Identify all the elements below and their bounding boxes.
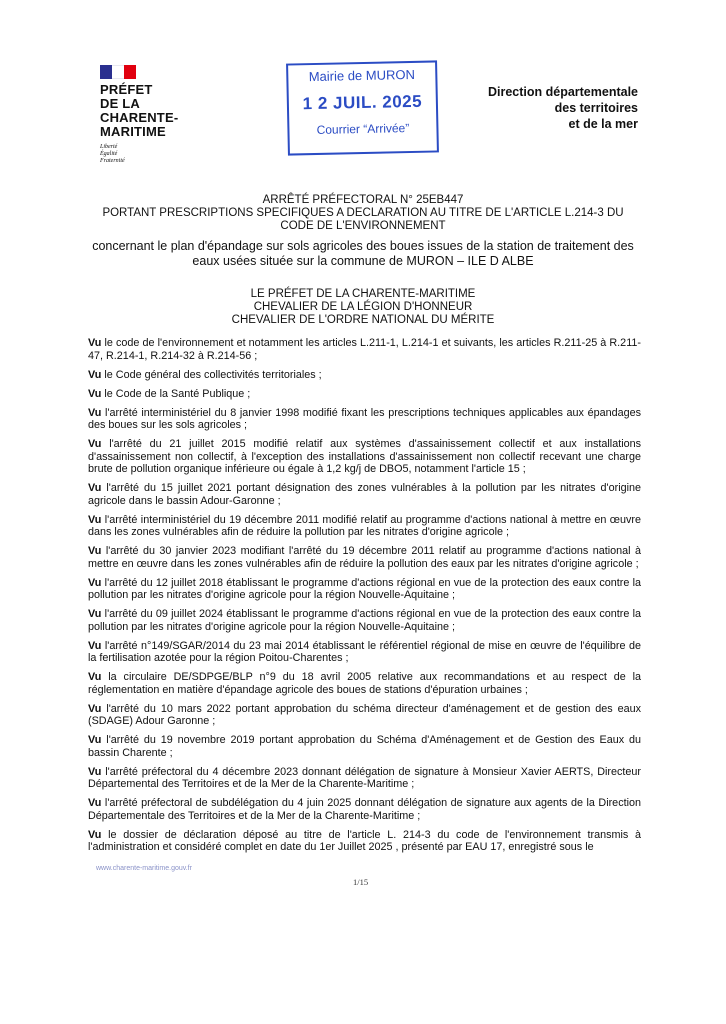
visa-text: l'arrêté interministériel du 19 décembre 2011 modifié relatif au programme d'actions national à mettre en œuvre dans les zones vulnérables afin de réduire la pollution par les nitrates d'origine agricole ; — [88, 513, 641, 538]
decree-title-line: PORTANT PRESCRIPTIONS SPECIFIQUES A DECLARATION AU TITRE DE L'ARTICLE L.214-3 DU — [102, 207, 624, 219]
visa-paragraph — [88, 703, 641, 728]
visa-paragraph — [88, 671, 641, 696]
stamp-mairie: Mairie de MURON — [308, 66, 416, 85]
visa-prefix: Vu — [88, 639, 102, 652]
marianne-flag-icon — [100, 65, 136, 79]
visa-prefix: Vu — [88, 671, 102, 683]
visa-text: le Code de la Santé Publique ; — [104, 387, 251, 400]
visa-prefix: Vu — [88, 576, 102, 589]
prefecture-logo — [100, 65, 210, 165]
visa-text: l'arrêté du 10 mars 2022 portant approbation du schéma directeur d'aménagement et de gestion des eaux (SDAGE) Adour Garonne ; — [88, 702, 641, 727]
republic-motto — [100, 144, 210, 165]
visa-paragraph — [88, 438, 641, 476]
visa-paragraph — [88, 337, 641, 362]
visa-prefix: Vu — [88, 797, 102, 809]
visa-paragraph — [88, 482, 641, 507]
footer-website-link[interactable]: www.charente-maritime.gouv.fr — [96, 865, 192, 872]
prefet-line: CHEVALIER DE L'ORDRE NATIONAL DU MÉRITE — [231, 314, 495, 326]
visa-text: le code de l'environnement et notamment les articles L.211-1, L.214-1 et suivants, les articles R.211-25 à R.211-47, R.214-1, R.214-32 à R.214-56 ; — [88, 337, 641, 362]
visa-paragraph — [88, 766, 641, 791]
motto-line: Liberté — [100, 144, 118, 150]
decree-number: ARRÊTÉ PRÉFECTORAL N° 25EB447 — [262, 194, 464, 206]
visa-paragraph — [88, 608, 641, 633]
stamp-date: 1 2 JUIL. 2025 — [302, 91, 423, 114]
motto-line: Égalité — [100, 151, 118, 157]
visa-prefix: Vu — [88, 438, 102, 450]
visa-text: l'arrêté du 15 juillet 2021 portant désignation des zones vulnérables à la pollution par les nitrates d'origine agricole dans le bassin Adour-Garonne ; — [88, 482, 642, 507]
stamp-courrier: Courrier “Arrivée” — [316, 121, 410, 137]
visa-prefix: Vu — [88, 734, 102, 746]
reception-stamp — [286, 60, 439, 155]
prefect-name — [100, 83, 210, 139]
visa-paragraph — [88, 734, 641, 759]
visa-prefix: Vu — [88, 702, 102, 715]
visa-text: l'arrêté n°149/SGAR/2014 du 23 mai 2014 établissant le référentiel régional de mise en œuvre de l'équilibre de la fertilisation azotée pour la région Poitou-Charentes ; — [88, 639, 641, 664]
visa-prefix: Vu — [88, 368, 102, 381]
visa-paragraph — [88, 545, 641, 570]
visa-text: l'arrêté du 19 novembre 2019 portant approbation du Schéma d'Aménagement et de Gestion des Eaux du bassin Charente ; — [88, 734, 642, 759]
visa-paragraph — [88, 797, 641, 822]
visa-prefix: Vu — [88, 513, 102, 526]
visa-prefix: Vu — [88, 387, 102, 400]
visa-text: l'arrêté du 09 juillet 2024 établissant le programme d'actions régional en vue de la protection des eaux contre la pollution par les nitrates d'origine agricole pour la région Nouvelle-Aquitaine ; — [88, 608, 641, 633]
prefet-line: CHEVALIER DE LA LÉGION D'HONNEUR — [253, 301, 473, 313]
prefect-line: DE LA — [100, 96, 140, 111]
visa-paragraph — [88, 640, 641, 665]
visa-text: l'arrêté préfectoral du 4 décembre 2023 donnant délégation de signature à Monsieur Xavier AERTS, Directeur Départemental des Territoires et de la Mer de la Charente-Maritime ; — [88, 765, 641, 790]
prefect-line: CHARENTE- — [100, 110, 179, 125]
visa-text: la circulaire DE/SDPGE/BLP n°9 du 18 avril 2005 relative aux recommandations et au respect de la réglementation en matière d'épandage agricole des boues de stations d'épuration urbaines ; — [88, 671, 641, 696]
visa-paragraph — [88, 829, 641, 854]
page-number: 1/15 — [353, 877, 369, 887]
visa-prefix: Vu — [88, 406, 102, 419]
visa-prefix: Vu — [88, 545, 102, 557]
visa-paragraph — [88, 514, 641, 539]
visa-text: l'arrêté du 30 janvier 2023 modifiant l'arrêté du 19 décembre 2011 relatif au programme d'actions national à mettre en œuvre dans les zones vulnérables afin de réduire la pollution des eaux par les nitrates d'origine agricole ; — [88, 545, 641, 570]
visa-prefix: Vu — [88, 482, 102, 494]
visa-text: le Code général des collectivités territoriales ; — [104, 368, 322, 381]
direction-line: Direction départementale — [487, 85, 638, 99]
visa-prefix: Vu — [88, 765, 102, 778]
visas-list — [88, 337, 641, 860]
visa-text: le dossier de déclaration déposé au titre de l'article L. 214-3 du code de l'environnement transmis à l'administration et considéré complet en date du 1er Juillet 2025 , présenté par EAU 17, enregistré sous le — [88, 828, 642, 853]
direction-line: des territoires — [554, 101, 638, 115]
direction-line: et de la mer — [568, 117, 638, 131]
visa-paragraph — [88, 369, 641, 382]
visa-paragraph — [88, 577, 641, 602]
decree-subtitle: concernant le plan d'épandage sur sols agricoles des boues issues de la station de traitement des eaux usées située sur la commune de MURON – ILE D ALBE — [92, 239, 634, 268]
visa-paragraph — [88, 388, 641, 401]
motto-line: Fraternité — [100, 158, 125, 164]
visa-prefix: Vu — [88, 337, 102, 349]
decree-title-line: CODE DE L'ENVIRONNEMENT — [280, 220, 446, 232]
visa-text: l'arrêté du 21 juillet 2015 modifié relatif aux systèmes d'assainissement collectif et aux installations d'assainissement non collectif, à l'exception des installations d'assainissement non collectif recevant une charge brute de pollution organique inférieure ou égale à 1,2 kg/j de DBO5, notamment l'article 15 ; — [88, 438, 642, 475]
prefect-line: PRÉFET — [100, 82, 153, 97]
visa-text: l'arrêté interministériel du 8 janvier 1998 modifié fixant les prescriptions techniques applicables aux épandages des boues sur les sols agricoles ; — [88, 406, 642, 431]
prefet-line: LE PRÉFET DE LA CHARENTE-MARITIME — [250, 288, 476, 300]
issuing-direction — [438, 84, 638, 132]
visa-text: l'arrêté du 12 juillet 2018 établissant le programme d'actions régional en vue de la protection des eaux contre la pollution par les nitrates d'origine agricole pour la région Nouvelle-Aquitaine ; — [88, 576, 641, 601]
prefet-titles — [88, 288, 638, 327]
visa-prefix: Vu — [88, 828, 102, 841]
visa-paragraph — [88, 407, 641, 432]
decree-title — [88, 194, 638, 269]
visa-text: l'arrêté préfectoral de subdélégation du 4 juin 2025 donnant délégation de signature aux agents de la Direction Départementale des Territoires et de la Mer de la Charente-Maritime ; — [88, 797, 641, 822]
prefect-line: MARITIME — [100, 124, 166, 139]
visa-prefix: Vu — [88, 608, 102, 620]
